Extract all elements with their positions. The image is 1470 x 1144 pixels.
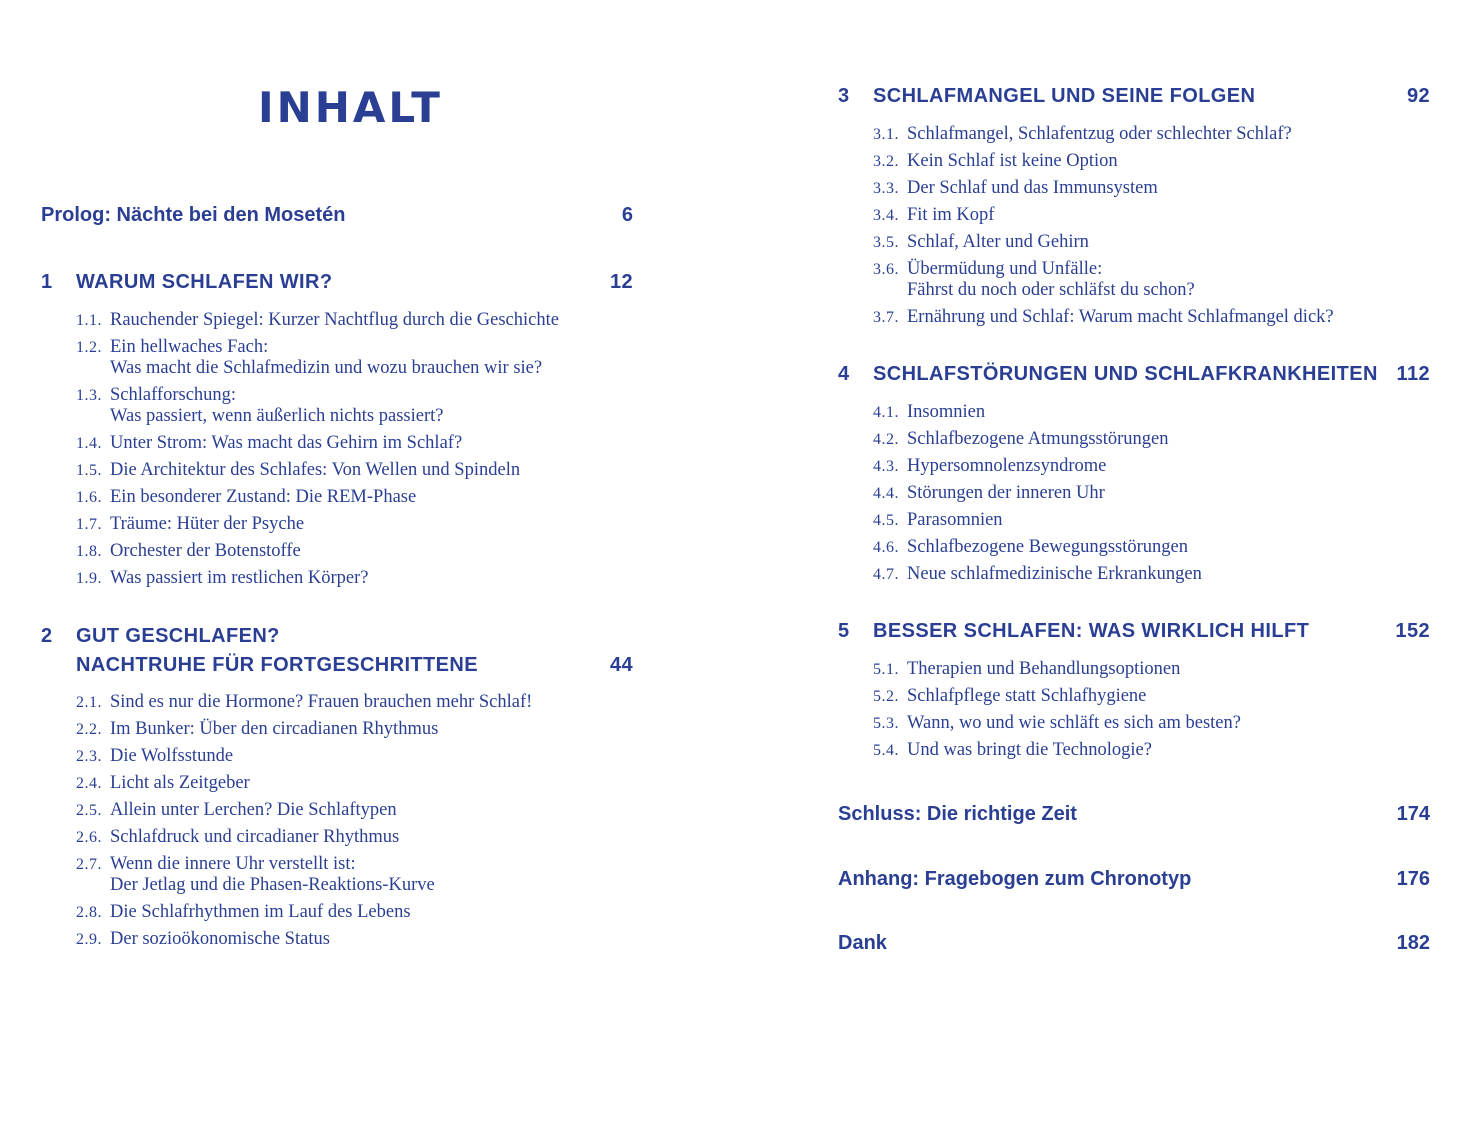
toc-section-item[interactable] [76,460,559,481]
toc-section-item[interactable] [873,307,1334,328]
toc-section-item[interactable] [76,692,532,713]
section-title-line: Die Wolfsstunde [110,746,234,766]
section-number: 4.7. [873,566,899,583]
toc-section-item[interactable] [76,800,532,821]
section-number: 1.9. [76,570,102,587]
section-title-line: Schlafdruck und circadianer Rhythmus [110,827,400,847]
chapter-title: WARUM SCHLAFEN WIR? [76,271,333,293]
toc-section-item[interactable] [873,483,1202,504]
section-number: 3.2. [873,153,899,170]
toc-section-item[interactable] [76,854,532,896]
section-title-line: Schlafbezogene Atmungsstörungen [907,429,1169,449]
section-number: 2.9. [76,931,102,948]
section-title-line: Schlafmangel, Schlafentzug oder schlechter Schlaf? [907,124,1292,144]
section-number: 2.7. [76,856,102,873]
section-number: 3.6. [873,261,899,278]
section-number: 4.3. [873,458,899,475]
section-number: 1.4. [76,435,102,452]
section-title-line: Übermüdung und Unfälle: [907,259,1103,279]
prolog-label: Prolog: Nächte bei den Mosetén [41,204,346,226]
section-title-line: Ernährung und Schlaf: Warum macht Schlafmangel dick? [907,307,1334,327]
toc-section-item[interactable] [873,713,1241,734]
toc-section-item[interactable] [76,433,559,454]
section-title-line: Parasomnien [907,510,1003,530]
chapter-5-heading[interactable] [838,617,1430,646]
section-title-line: Störungen der inneren Uhr [907,483,1105,503]
chapter-page: 92 [1406,85,1430,107]
chapter-title-line-2: NACHTRUHE FÜR FORTGESCHRITTENE [76,654,478,676]
section-title-line: Schlaf, Alter und Gehirn [907,232,1089,252]
toc-section-item[interactable] [873,205,1334,226]
chapter-2-sections [76,692,532,956]
section-number: 1.8. [76,543,102,560]
section-number: 5.4. [873,742,899,759]
section-title-line: Was macht die Schlafmedizin und wozu brauchen wir sie? [110,358,543,378]
toc-section-item[interactable] [873,537,1202,558]
chapter-4-heading[interactable] [838,360,1430,389]
section-number: 3.7. [873,309,899,326]
section-number: 5.2. [873,688,899,705]
chapter-3-sections [873,124,1334,334]
section-title-line: Die Architektur des Schlafes: Von Wellen und Spindeln [110,460,521,480]
section-title-line: Was passiert, wenn äußerlich nichts passiert? [110,406,444,426]
right-page [735,0,1470,1144]
section-title-line: Allein unter Lerchen? Die Schlaftypen [110,800,397,820]
toc-section-item[interactable] [873,564,1202,585]
chapter-4-sections [873,402,1202,591]
toc-section-item[interactable] [76,827,532,848]
section-title-line: Insomnien [907,402,986,422]
toc-section-item[interactable] [873,151,1334,172]
toc-section-item[interactable] [873,686,1241,707]
toc-section-item[interactable] [873,429,1202,450]
toc-section-item[interactable] [76,337,559,379]
section-number: 2.3. [76,748,102,765]
toc-section-item[interactable] [873,659,1241,680]
toc-section-item[interactable] [76,746,532,767]
chapter-1-sections [76,310,559,595]
section-title-line: Neue schlafmedizinische Erkrankungen [907,564,1202,584]
section-number: 2.6. [76,829,102,846]
section-title-line: Träume: Hüter der Psyche [110,514,305,534]
toc-section-item[interactable] [76,487,559,508]
section-title-line: Therapien und Behandlungsoptionen [907,659,1181,679]
section-title-line: Orchester der Botenstoffe [110,541,301,561]
toc-section-item[interactable] [76,568,559,589]
toc-section-item[interactable] [76,541,559,562]
section-title-line: Der Schlaf und das Immunsystem [907,178,1158,198]
section-number: 1.3. [76,387,102,404]
section-title-line: Ein hellwaches Fach: [110,337,269,357]
chapter-title: BESSER SCHLAFEN: WAS WIRKLICH HILFT [873,620,1310,642]
section-title-line: Licht als Zeitgeber [110,773,250,793]
section-title-line: Der sozioökonomische Status [110,929,330,949]
back-matter-page: 174 [1396,803,1430,825]
prolog-page: 6 [621,204,633,226]
section-title-line: Hypersomnolenzsyndrome [907,456,1107,476]
toc-section-item[interactable] [76,929,532,950]
section-title-line: Schlafbezogene Bewegungsstörungen [907,537,1189,557]
toc-section-item[interactable] [873,740,1241,761]
chapter-number: 4 [838,363,850,385]
section-title-line: Schlafpflege statt Schlafhygiene [907,686,1147,706]
toc-section-item[interactable] [76,719,532,740]
section-title-line: Unter Strom: Was macht das Gehirn im Schlaf? [110,433,463,453]
section-number: 3.1. [873,126,899,143]
back-matter-label: Anhang: Fragebogen zum Chronotyp [838,868,1192,890]
section-number: 3.4. [873,207,899,224]
section-number: 1.7. [76,516,102,533]
chapter-page: 12 [609,271,633,293]
chapter-page: 44 [609,654,633,676]
section-title-line: Schlafforschung: [110,385,237,405]
toc-section-item[interactable] [873,456,1202,477]
section-number: 1.5. [76,462,102,479]
chapter-page: 112 [1396,363,1430,385]
chapter-1-heading[interactable] [41,268,633,297]
section-number: 5.1. [873,661,899,678]
toc-section-item[interactable] [76,514,559,535]
section-title-line: Ein besonderer Zustand: Die REM-Phase [110,487,417,507]
toc-section-item[interactable] [873,178,1334,199]
chapter-page: 152 [1395,620,1430,642]
toc-section-item[interactable] [873,232,1334,253]
section-title-line: Kein Schlaf ist keine Option [907,151,1118,171]
toc-section-item[interactable] [873,510,1202,531]
section-number: 4.5. [873,512,899,529]
section-number: 2.2. [76,721,102,738]
chapter-title: SCHLAFSTÖRUNGEN UND SCHLAFKRANKHEITEN [873,363,1378,385]
back-matter-label: Dank [838,932,887,954]
toc-section-item[interactable] [873,124,1334,145]
section-number: 2.5. [76,802,102,819]
section-number: 1.1. [76,312,102,329]
section-title-line: Fit im Kopf [907,205,995,225]
toc-section-item[interactable] [76,310,559,331]
section-title-line: Der Jetlag und die Phasen-Reaktions-Kurve [110,875,435,895]
section-number: 4.4. [873,485,899,502]
toc-section-item[interactable] [873,402,1202,423]
chapter-number: 1 [41,271,53,293]
chapter-2-heading[interactable] [41,622,633,680]
section-number: 2.8. [76,904,102,921]
chapter-5-sections [873,659,1241,767]
chapter-3-heading[interactable] [838,82,1430,111]
section-number: 1.2. [76,339,102,356]
toc-section-item[interactable] [76,385,559,427]
toc-section-item[interactable] [76,773,532,794]
section-title-line: Im Bunker: Über den circadianen Rhythmus [110,719,439,739]
chapter-number: 5 [838,620,850,642]
section-number: 5.3. [873,715,899,732]
section-number: 3.5. [873,234,899,251]
toc-section-item[interactable] [76,902,532,923]
toc-section-item[interactable] [873,259,1334,301]
section-number: 4.6. [873,539,899,556]
chapter-number: 2 [41,625,53,647]
section-number: 4.2. [873,431,899,448]
back-matter-label: Schluss: Die richtige Zeit [838,803,1077,825]
section-number: 1.6. [76,489,102,506]
section-number: 2.4. [76,775,102,792]
section-title-line: Wenn die innere Uhr verstellt ist: [110,854,356,874]
section-number: 4.1. [873,404,899,421]
back-matter-page: 182 [1396,932,1430,954]
section-title-line: Was passiert im restlichen Körper? [110,568,369,588]
section-title-line: Rauchender Spiegel: Kurzer Nachtflug durch die Geschichte [110,310,559,330]
section-title-line: Und was bringt die Technologie? [907,740,1152,760]
page-title: INHALT [258,83,443,132]
chapter-title-line-1: GUT GESCHLAFEN? [76,625,280,647]
chapter-title: SCHLAFMANGEL UND SEINE FOLGEN [873,85,1256,107]
chapter-number: 3 [838,85,850,107]
section-title-line: Fährst du noch oder schläfst du schon? [907,280,1195,300]
back-matter-page: 176 [1396,868,1430,890]
section-title-line: Sind es nur die Hormone? Frauen brauchen mehr Schlaf! [110,692,533,712]
section-number: 2.1. [76,694,102,711]
section-title-line: Die Schlafrhythmen im Lauf des Lebens [110,902,411,922]
section-number: 3.3. [873,180,899,197]
section-title-line: Wann, wo und wie schläft es sich am besten? [907,713,1241,733]
